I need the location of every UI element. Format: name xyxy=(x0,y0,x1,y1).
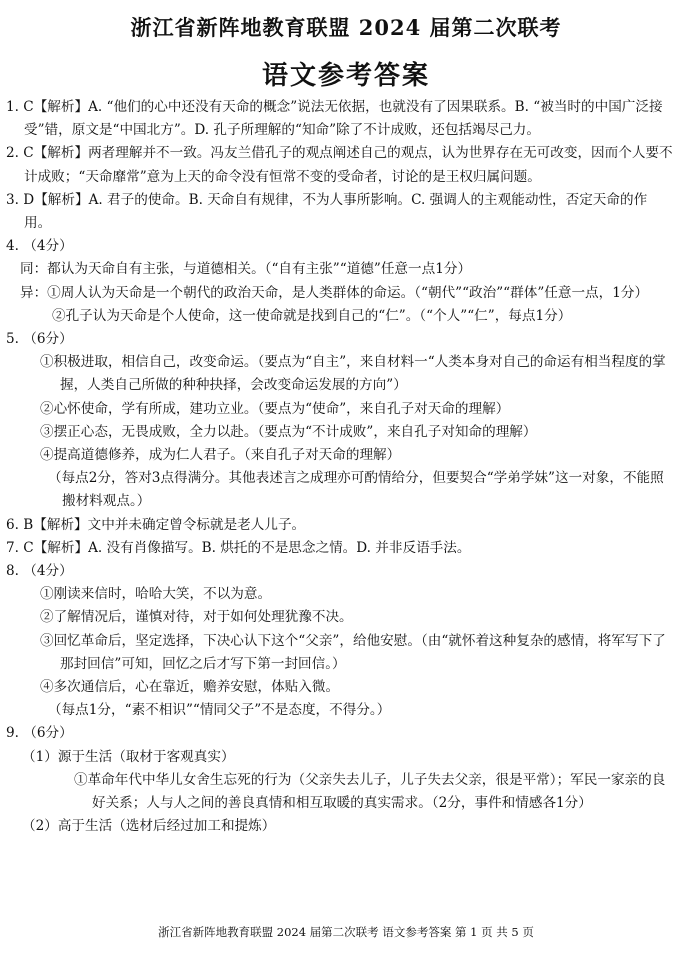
answer-line: ①积极进取，相信自己，改变命运。（要点为“自主”，来自材料一“人类本身对自己的命运有相当程度的掌握，人类自己所做的种种抉择，会改变命运发展的方向”） xyxy=(40,354,666,394)
answer-line: ③回忆革命后，坚定选择，下决心认下这个“父亲”，给他安慰。（由“就怀着这种复杂的感情，将军写下了那封回信”可知，回忆之后才写下第一封回信。） xyxy=(40,632,666,672)
answer-line: 9. （6分） xyxy=(6,725,73,742)
answer-line: ③摆正心态，无畏成败，全力以赴。（要点为“不计成败”，来自孔子对知命的理解） xyxy=(40,423,537,440)
answer-line: 同：都认为天命自有主张，与道德相关。（“自有主张”“道德”任意一点1分） xyxy=(20,261,472,278)
answer-line: 异：①周人认为天命是一个朝代的政治天命，是人类群体的命运。（“朝代”“政治”“群体”任意一点，1分） xyxy=(20,284,649,301)
answer-line: 1. C【解析】A. “他们的心中还没有天命的概念”说法无依据，也就没有了因果联系。B. “被当时的中国广泛接受”错，原文是“中国北方”。D. 孔子所理解的“知命”除了不计成败，还包括竭尽己力。 xyxy=(6,99,663,139)
answer-line: 7. C【解析】A. 没有肖像描写。B. 烘托的不是思念之情。D. 并非反语手法。 xyxy=(6,539,471,556)
page-footer: 浙江省新阵地教育联盟 2024 届第二次联考 语文参考答案 第 1 页 共 5 页 xyxy=(158,925,534,939)
answer-line: ①刚读来信时，哈哈大笑，不以为意。 xyxy=(40,586,272,603)
answer-line: ②心怀使命，学有所成，建功立业。（要点为“使命”，来自孔子对天命的理解） xyxy=(40,400,510,417)
answer-line: （1）源于生活（取材于客观真实） xyxy=(22,748,235,765)
answer-line: 6. B【解析】文中并未确定曾令标就是老人儿子。 xyxy=(6,516,306,533)
answer-line: 5. （6分） xyxy=(6,331,73,348)
page-title: 语文参考答案 xyxy=(261,61,430,91)
answer-line: 3. D【解析】A. 君子的使命。B. 天命自有规律，不为人事所影响。C. 强调人的主观能动性，否定天命的作用。 xyxy=(6,191,648,232)
answer-line: （每点1分，“素不相识”“情同父子”不是态度，不得分。） xyxy=(48,702,391,719)
exam-title: 浙江省新阵地教育联盟 2024 届第二次联考 xyxy=(130,15,562,40)
answer-line: ④多次通信后，心在靠近，赡养安慰，体贴入微。 xyxy=(40,679,340,696)
answer-line: 2. C【解析】两者理解并不一致。冯友兰借孔子的观点阐述自己的观点，认为世界存在无可改变，因而个人要不计成败；“天命靡常”意为上天的命令没有恒常不变的受命者，讨论的是王权归属问题。 xyxy=(6,145,673,185)
answer-line: ②了解情况后，谨慎对待，对于如何处理犹豫不决。 xyxy=(40,609,353,626)
answer-line: （2）高于生活（选材后经过加工和提炼） xyxy=(22,818,276,835)
answer-line: ①革命年代中华儿女舍生忘死的行为（父亲失去儿子，儿子失去父亲，很是平常）；军民一家亲的良好关系；人与人之间的善良真情和相互取暖的真实需求。（2分，事件和情感各1分） xyxy=(74,771,666,812)
answer-line: ②孔子认为天命是个人使命，这一使命就是找到自己的“仁”。（“个人”“仁”，每点1分） xyxy=(52,307,572,324)
answer-body xyxy=(6,96,674,839)
answer-line: （每点2分，答对3点得满分。其他表述言之成理亦可酌情给分，但要契合“学弟学妹”这一对象，不能照搬材料观点。） xyxy=(48,470,664,510)
answer-line: 4. （4分） xyxy=(6,238,73,255)
answer-line: ④提高道德修养，成为仁人君子。（来自孔子对天命的理解） xyxy=(40,447,401,464)
answer-line: 8. （4分） xyxy=(6,563,73,580)
